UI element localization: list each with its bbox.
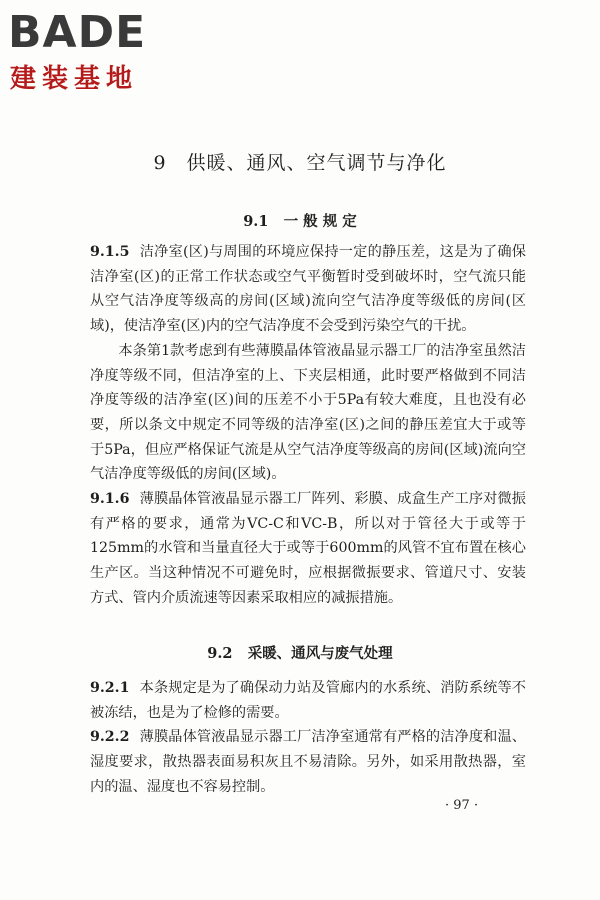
clause-number: 9.1.5: [90, 244, 130, 260]
clause-text: 洁净室(区)与周围的环境应保持一定的静压差，这是为了确保洁净室(区)的正常工作状态或空气平衡暂时受到破坏时，空气流只能从空气洁净度等级高的房间(区域)流向空气洁净度等级低的房间(区域)，使洁净室(区)内的空气洁净度不会受到污染空气的干扰。: [90, 244, 526, 335]
clause-text: 薄膜晶体管液晶显示器工厂阵列、彩膜、成盒生产工序对微振有严格的要求，通常为VC-C和VC-B，所以对于管径大于或等于125mm的水管和当量直径大于或等于600mm的风管不宜布置在核心生产区。当这种情况不可避免时，应根据微振要求、管道尺寸、安装方式、管内介质流速等因素采取相应的减振措施。: [90, 491, 526, 606]
clause-9-2-1: [90, 676, 526, 725]
clause-9-2-2: [90, 725, 526, 799]
content-block-9-1: [90, 240, 526, 611]
chapter-number: 9: [153, 152, 167, 174]
clause-9-1-6: [90, 487, 526, 611]
clause-text: 本条规定是为了确保动力站及管廊内的水系统、消防系统等不被冻结，也是为了检修的需要。: [90, 680, 526, 721]
page-number: · 97 ·: [445, 798, 479, 813]
clause-9-1-5: [90, 240, 526, 339]
clause-number: 9.1.6: [90, 491, 130, 508]
bade-logo: [8, 8, 178, 98]
section-title-9-2: [0, 642, 600, 663]
clause-number: 9.2.1: [90, 680, 130, 696]
chapter-title: [0, 148, 600, 175]
clause-9-1-5-note: 本条第1款考虑到有些薄膜晶体管液晶显示器工厂的洁净室虽然洁净度等级不同，但洁净室的上、下夹层相通，此时要严格做到不同洁净度等级的洁净室(区)间的压差不小于5Pa有较大难度，且也没有必要，所以条文中规定不同等级的洁净室(区)之间的静压差宜大于或等于5Pa，但应严格保证气流是从空气洁净度等级高的房间(区域)流向空气洁净度等级低的房间(区域)。: [90, 342, 526, 483]
chapter-title-text: 供暖、通风、空气调节与净化: [186, 152, 447, 174]
section-title-9-1: [0, 210, 600, 231]
section-number: 9.2: [207, 645, 233, 662]
logo-brand: BADE: [8, 7, 147, 58]
clause-text: 薄膜晶体管液晶显示器工厂洁净室通常有严格的洁净度和温、湿度要求，散热器表面易积灰且不易清除。另外，如采用散热器，室内的温、湿度也不容易控制。: [90, 729, 526, 795]
logo-subtitle: 建装基地: [10, 64, 139, 94]
section-title-text: 一 般 规 定: [283, 213, 357, 230]
section-title-text: 采暖、通风与废气处理: [247, 645, 393, 662]
section-number: 9.1: [243, 213, 269, 230]
content-block-9-2: [90, 676, 526, 800]
clause-number: 9.2.2: [90, 729, 130, 746]
